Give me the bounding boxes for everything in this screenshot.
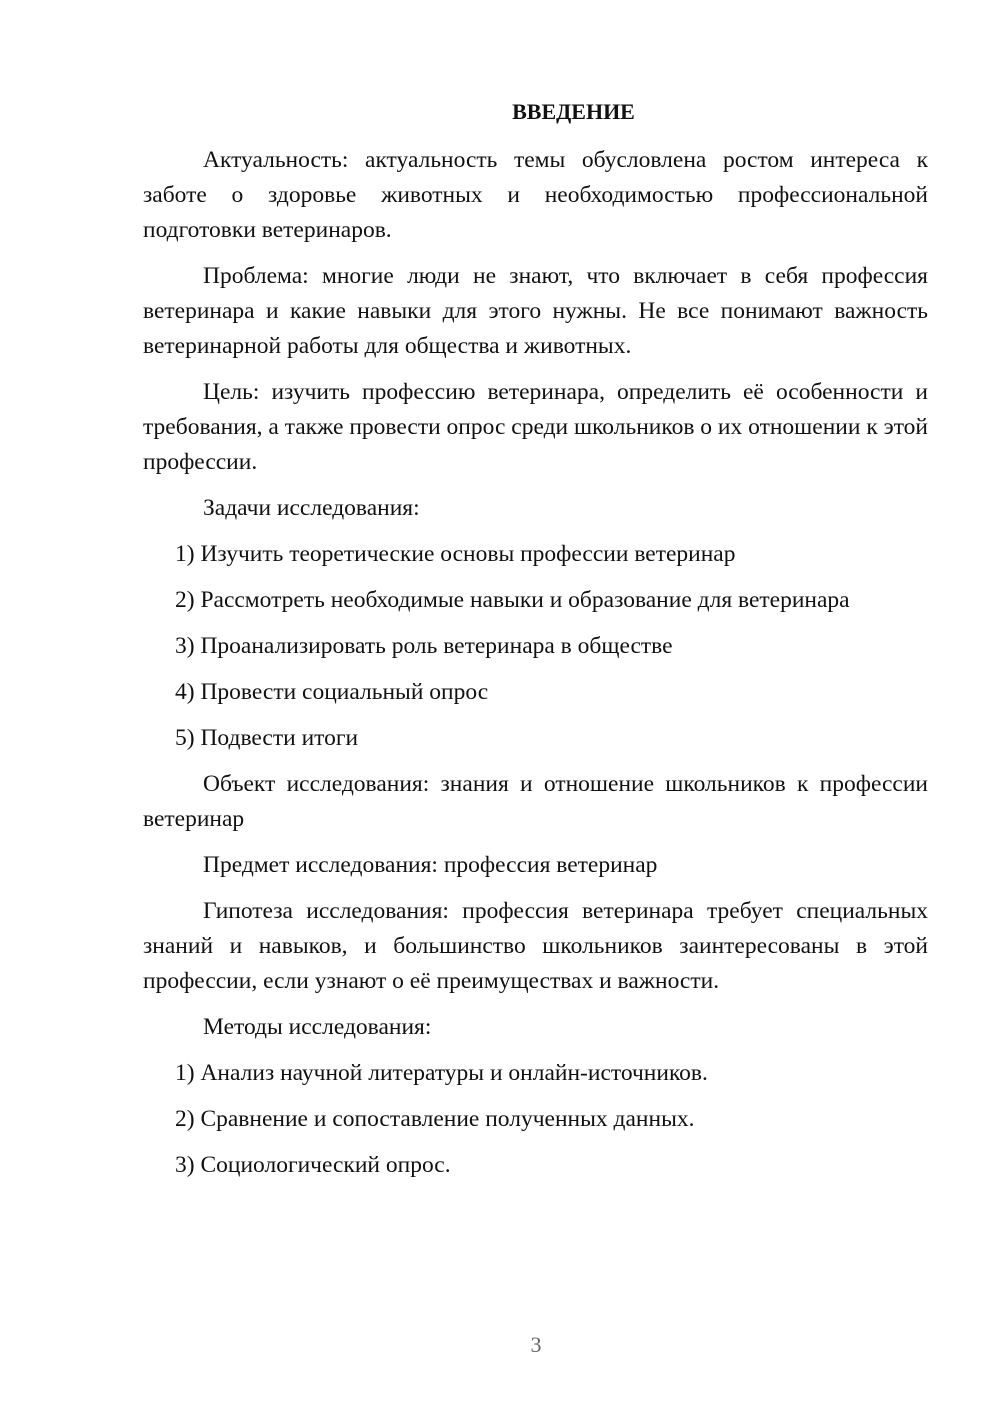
method-item: 1) Анализ научной литературы и онлайн-источников. [175,1060,708,1086]
hypothesis-paragraph: Гипотеза исследования: профессия ветеринара требует специальных знаний и навыков, и большинство школьников заинтересованы в этой профессии, если узнают о её преимуществах и важности. [143,898,928,994]
subject-paragraph: Предмет исследования: профессия ветеринар [203,852,658,878]
methods-list [143,1056,928,1183]
methods-heading: Методы исследования: [203,1014,432,1040]
task-item: 3) Проанализировать роль ветеринара в обществе [175,633,673,659]
goal-paragraph: Цель: изучить профессию ветеринара, определить её особенности и требования, а также провести опрос среди школьников о их отношении к этой профессии. [143,379,928,475]
problem-paragraph: Проблема: многие люди не знают, что включает в себя профессия ветеринара и какие навыки для этого нужны. Не все понимают важность ветеринарной работы для общества и животных. [143,263,928,359]
tasks-list [143,537,928,756]
relevance-paragraph: Актуальность: актуальность темы обусловлена ростом интереса к заботе о здоровье животных и необходимостью профессиональной подготовки ветеринаров. [143,147,928,243]
method-item: 2) Сравнение и сопоставление полученных данных. [175,1106,695,1132]
task-item: 5) Подвести итоги [175,725,359,751]
task-item: 1) Изучить теоретические основы профессии ветеринар [175,541,736,567]
tasks-heading: Задачи исследования: [203,495,420,521]
task-item: 4) Провести социальный опрос [175,679,489,705]
section-title: ВВЕДЕНИЕ [512,99,635,124]
task-item: 2) Рассмотреть необходимые навыки и образование для ветеринара [175,587,850,613]
page-number: 3 [530,1332,542,1357]
page-content [143,94,928,1194]
method-item: 3) Социологический опрос. [175,1152,451,1178]
object-paragraph: Объект исследования: знания и отношение школьников к профессии ветеринар [143,771,928,832]
